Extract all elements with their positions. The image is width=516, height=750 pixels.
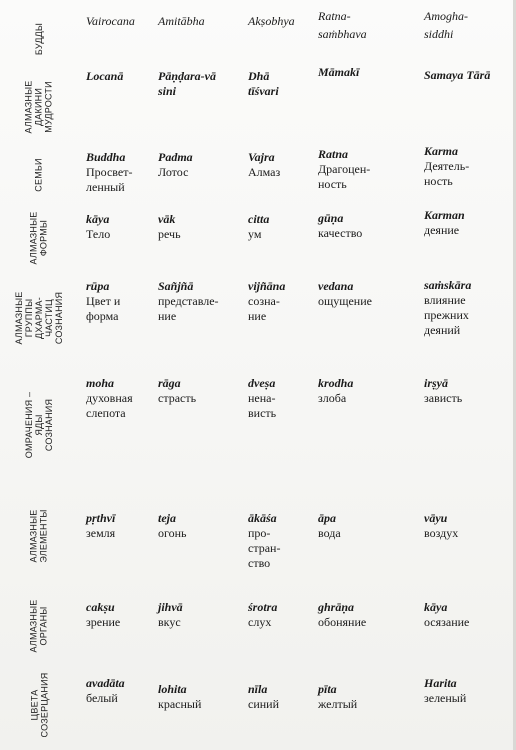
- sanskrit-term: Karma: [424, 144, 459, 158]
- translation: ощущение: [318, 294, 372, 308]
- row-label: [4, 366, 74, 484]
- sanskrit-term: rāga: [158, 376, 181, 390]
- table-cell: [158, 511, 256, 541]
- sanskrit-term: irṣyā: [424, 376, 448, 390]
- translation: нена- висть: [248, 391, 277, 420]
- sanskrit-term: saṁskāra: [424, 278, 472, 292]
- sanskrit-term: Sañjñā: [158, 279, 194, 293]
- translation: созна- ние: [248, 294, 280, 323]
- sanskrit-term: vedana: [318, 279, 354, 293]
- translation: зрение: [86, 615, 121, 629]
- translation: Цвет и форма: [86, 294, 121, 323]
- sanskrit-term: jihvā: [158, 600, 183, 614]
- translation: обоняние: [318, 615, 367, 629]
- translation: Деятель- ность: [424, 159, 470, 188]
- translation: злоба: [318, 391, 347, 405]
- sanskrit-term: dveṣa: [248, 376, 276, 390]
- translation: качество: [318, 226, 363, 240]
- table-cell: [318, 65, 416, 80]
- translation: Лотос: [158, 165, 189, 179]
- table-cell: [158, 69, 256, 99]
- row-buddhas: [0, 8, 510, 70]
- table-cell: [158, 376, 256, 406]
- sanskrit-term: vāyu: [424, 511, 448, 525]
- sanskrit-term: cakṣu: [86, 600, 115, 614]
- table-cell: [318, 376, 416, 406]
- sanskrit-term: Vajra: [248, 150, 275, 164]
- translation: представле- ние: [158, 294, 219, 323]
- sanskrit-term: Amogha- siddhi: [424, 9, 468, 41]
- row-label-text: АЛМАЗНЫЕ ГРУППЫ ДХАРМА-ЧАСТИЦ СОЗНАНИЯ: [14, 291, 64, 345]
- sanskrit-term: vijñāna: [248, 279, 286, 293]
- sanskrit-term: avadāta: [86, 676, 125, 690]
- sanskrit-term: pṛthvī: [86, 511, 116, 525]
- table-cell: [424, 278, 516, 338]
- table-cell: [424, 676, 516, 706]
- sanskrit-term: citta: [248, 212, 270, 226]
- table-cell: [318, 7, 416, 43]
- table-cell: [318, 279, 416, 309]
- translation: синий: [248, 697, 280, 711]
- table-cell: [318, 682, 416, 712]
- sanskrit-term: Amitābha: [158, 14, 205, 28]
- translation: земля: [86, 526, 116, 540]
- sanskrit-term: Māmakī: [318, 65, 360, 79]
- row-label-text: БУДДЫ: [33, 22, 44, 56]
- sanskrit-term: Samaya Tārā: [424, 68, 491, 82]
- translation: влияние прежних деяний: [424, 293, 469, 337]
- translation: вкус: [158, 615, 181, 629]
- translation: вода: [318, 526, 341, 540]
- table-cell: [158, 12, 256, 30]
- row-label-text: АЛМАЗНЫЕ ФОРМЫ: [28, 211, 49, 265]
- table-cell: [424, 144, 516, 189]
- table-cell: [424, 376, 516, 406]
- sanskrit-term: Ratna- saṁbhava: [318, 9, 367, 41]
- sanskrit-term: kāya: [424, 600, 448, 614]
- row-label-text: АЛМАЗНЫЕ ЭЛЕМЕНТЫ: [29, 509, 49, 563]
- sanskrit-term: lohita: [158, 682, 187, 696]
- sanskrit-term: teja: [158, 511, 176, 525]
- table-cell: [158, 150, 256, 180]
- translation: белый: [86, 691, 118, 705]
- sanskrit-term: Pāṇḍara-vā sini: [158, 69, 216, 98]
- sanskrit-term: śrotra: [248, 600, 278, 614]
- table-cell: [424, 208, 516, 238]
- row-label-text: ЦВЕТА СОЗЕРЦАНИЯ: [29, 672, 49, 738]
- translation: зависть: [424, 391, 463, 405]
- sanskrit-term: Karman: [424, 208, 465, 222]
- sanskrit-term: nīla: [248, 682, 268, 696]
- table-cell: [158, 682, 256, 712]
- row-label: [4, 70, 74, 144]
- table-cell: [318, 511, 416, 541]
- table-cell: [424, 68, 516, 83]
- row-label-text: АЛМАЗНЫЕ ОРГАНЫ: [28, 599, 49, 653]
- table-cell: [318, 600, 416, 630]
- translation: речь: [158, 227, 181, 241]
- row-elements: [0, 484, 510, 588]
- translation: красный: [158, 697, 202, 711]
- sanskrit-term: Harita: [424, 676, 457, 690]
- row-label: [4, 206, 74, 270]
- sanskrit-term: krodha: [318, 376, 354, 390]
- row-colors: [0, 664, 510, 746]
- translation: деяние: [424, 223, 460, 237]
- row-label: [4, 484, 74, 588]
- sanskrit-term: gūṇa: [318, 211, 344, 225]
- translation: Просвет- ленный: [86, 165, 133, 194]
- row-label: [4, 144, 74, 206]
- table-cell: [158, 212, 256, 242]
- row-label: [4, 664, 74, 746]
- sanskrit-term: Vairocana: [86, 14, 135, 28]
- translation: огонь: [158, 526, 187, 540]
- translation: осязание: [424, 615, 470, 629]
- row-label: [4, 8, 74, 70]
- translation: слух: [248, 615, 272, 629]
- row-families: [0, 144, 510, 206]
- sanskrit-term: Dhā tīśvari: [248, 69, 279, 98]
- translation: духовная слепота: [86, 391, 133, 420]
- row-label: [4, 270, 74, 366]
- translation: Тело: [86, 227, 111, 241]
- row-organs: [0, 588, 510, 664]
- row-forms: [0, 206, 510, 270]
- row-label-text: ОМРАЧЕНИЯ – ЯДЫ СОЗНАНИЯ: [24, 391, 54, 459]
- row-dakinis: [0, 65, 510, 144]
- table-cell: [318, 211, 416, 241]
- table-cell: [424, 511, 516, 541]
- sanskrit-term: Locanā: [86, 69, 124, 83]
- translation: про- стран- ство: [248, 526, 281, 570]
- table-cell: [158, 600, 256, 630]
- translation: ум: [248, 227, 262, 241]
- sanskrit-term: rūpa: [86, 279, 110, 293]
- sanskrit-term: Padma: [158, 150, 193, 164]
- row-label-text: СЕМЬИ: [34, 158, 44, 192]
- table-cell: [158, 279, 256, 324]
- row-skandhas: [0, 270, 510, 366]
- sanskrit-term: pīta: [318, 682, 337, 696]
- sanskrit-term: āpa: [318, 511, 336, 525]
- row-label-text: АЛМАЗНЫЕ ДАКИНИ МУДРОСТИ: [23, 80, 54, 134]
- sanskrit-term: Buddha: [86, 150, 126, 164]
- table-cell: [318, 147, 416, 192]
- sanskrit-term: kāya: [86, 212, 110, 226]
- table-cell: [424, 600, 516, 630]
- row-label: [4, 588, 74, 664]
- sanskrit-term: ghrāṇa: [318, 600, 355, 614]
- sanskrit-term: moha: [86, 376, 115, 390]
- sanskrit-term: ākāśa: [248, 511, 277, 525]
- translation: желтый: [318, 697, 358, 711]
- translation: Драгоцен- ность: [318, 162, 371, 191]
- row-poisons: [0, 366, 510, 484]
- translation: страсть: [158, 391, 197, 405]
- table-cell: [424, 7, 516, 43]
- translation: воздух: [424, 526, 459, 540]
- sanskrit-term: vāk: [158, 212, 176, 226]
- sanskrit-term: Akṣobhya: [248, 14, 295, 28]
- translation: Алмаз: [248, 165, 281, 179]
- sanskrit-term: Ratna: [318, 147, 349, 161]
- translation: зеленый: [424, 691, 467, 705]
